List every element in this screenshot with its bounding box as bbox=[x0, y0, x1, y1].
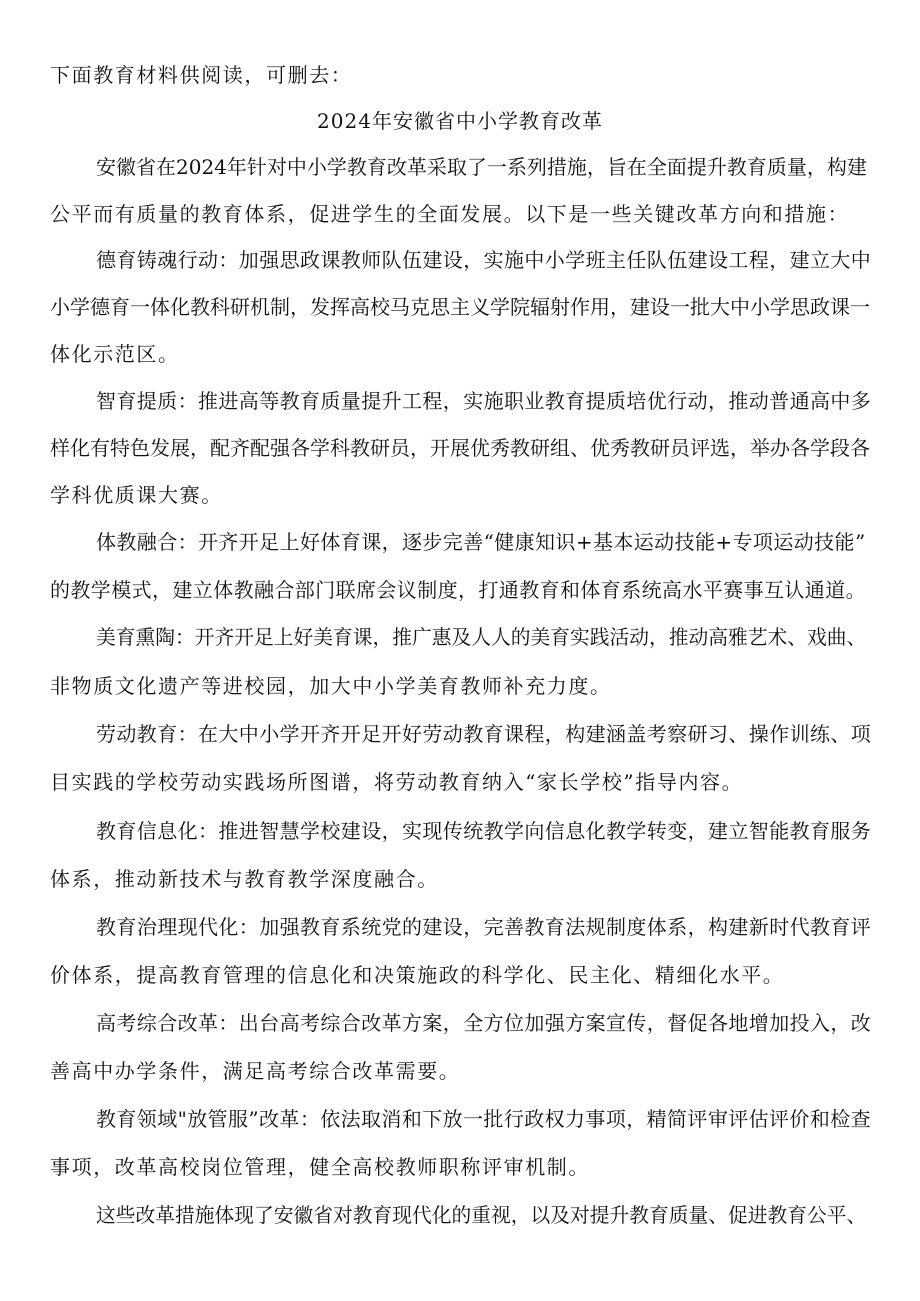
paragraph-line: 体教融合：开齐开足上好体育课，逐步完善“健康知识+基本运动技能+专项运动技能” bbox=[96, 530, 866, 554]
paragraph-line: 劳动教育：在大中小学开齐开足开好劳动教育课程，构建涵盖考察研习、操作训练、项 bbox=[96, 722, 872, 746]
paragraph-line: 学科优质课大赛。 bbox=[50, 483, 223, 507]
paragraph-line: 善高中办学条件，满足高考综合改革需要。 bbox=[50, 1059, 461, 1083]
paragraph-line: 价体系，提高教育管理的信息化和决策施政的科学化、民主化、精细化水平。 bbox=[50, 963, 785, 987]
paragraph-line: 美育熏陶：开齐开足上好美育课，推广惠及人人的美育实践活动，推动高雅艺术、戏曲、 bbox=[96, 626, 867, 649]
paragraph-line: 这些改革措施体现了安徽省对教育现代化的重视，以及对提升教育质量、促进教育公平、 bbox=[96, 1204, 867, 1227]
paragraph-line: 公平而有质量的教育体系，促进学生的全面发展。以下是一些关键改革方向和措施： bbox=[50, 202, 850, 226]
paragraph-line: 体化示范区。 bbox=[50, 342, 180, 366]
paragraph-line: 的教学模式，建立体教融合部门联席会议制度，打通教育和体育系统高水平赛事互认通道。 bbox=[50, 578, 866, 602]
reading-note: 下面教育材料供阅读，可删去： bbox=[50, 63, 353, 87]
paragraph-line: 体系，推动新技术与教育教学深度融合。 bbox=[50, 867, 439, 891]
paragraph-line: 智育提质：推进高等教育质量提升工程，实施职业教育提质培优行动，推动普通高中多 bbox=[96, 389, 872, 413]
paragraph-line: 教育治理现代化：加强教育系统党的建设，完善教育法规制度体系，构建新时代教育评 bbox=[96, 915, 872, 939]
paragraph-line: 德育铸魂行动：加强思政课教师队伍建设，实施中小学班主任队伍建设工程，建立大中 bbox=[96, 248, 872, 272]
paragraph-line: 高考综合改革：出台高考综合改革方案，全方位加强方案宣传，督促各地增加投入，改 bbox=[96, 1011, 872, 1035]
paragraph-line: 目实践的学校劳动实践场所图谱，将劳动教育纳入“家长学校”指导内容。 bbox=[50, 770, 744, 794]
paragraph-line: 教育领域"放管服”改革：依法取消和下放一批行政权力事项，精简评审评估评价和检查 bbox=[96, 1107, 872, 1131]
paragraph-line: 安徽省在2024年针对中小学教育改革采取了一系列措施，旨在全面提升教育质量，构建 bbox=[96, 155, 867, 179]
document-title: 2024年安徽省中小学教育改革 bbox=[317, 109, 603, 133]
paragraph-line: 事项，改革高校岗位管理，健全高校教师职称评审机制。 bbox=[50, 1155, 590, 1179]
paragraph-line: 教育信息化：推进智慧学校建设，实现传统教学向信息化教学转变，建立智能教育服务 bbox=[96, 819, 872, 843]
paragraph-line: 非物质文化遗产等进校园，加大中小学美育教师补充力度。 bbox=[50, 674, 612, 698]
paragraph-line: 小学德育一体化教科研机制，发挥高校马克思主义学院辐射作用，建设一批大中小学思政课一 bbox=[50, 295, 870, 319]
paragraph-line: 样化有特色发展，配齐配强各学科教研员，开展优秀教研组、优秀教研员评选，举办各学段各 bbox=[50, 436, 870, 460]
